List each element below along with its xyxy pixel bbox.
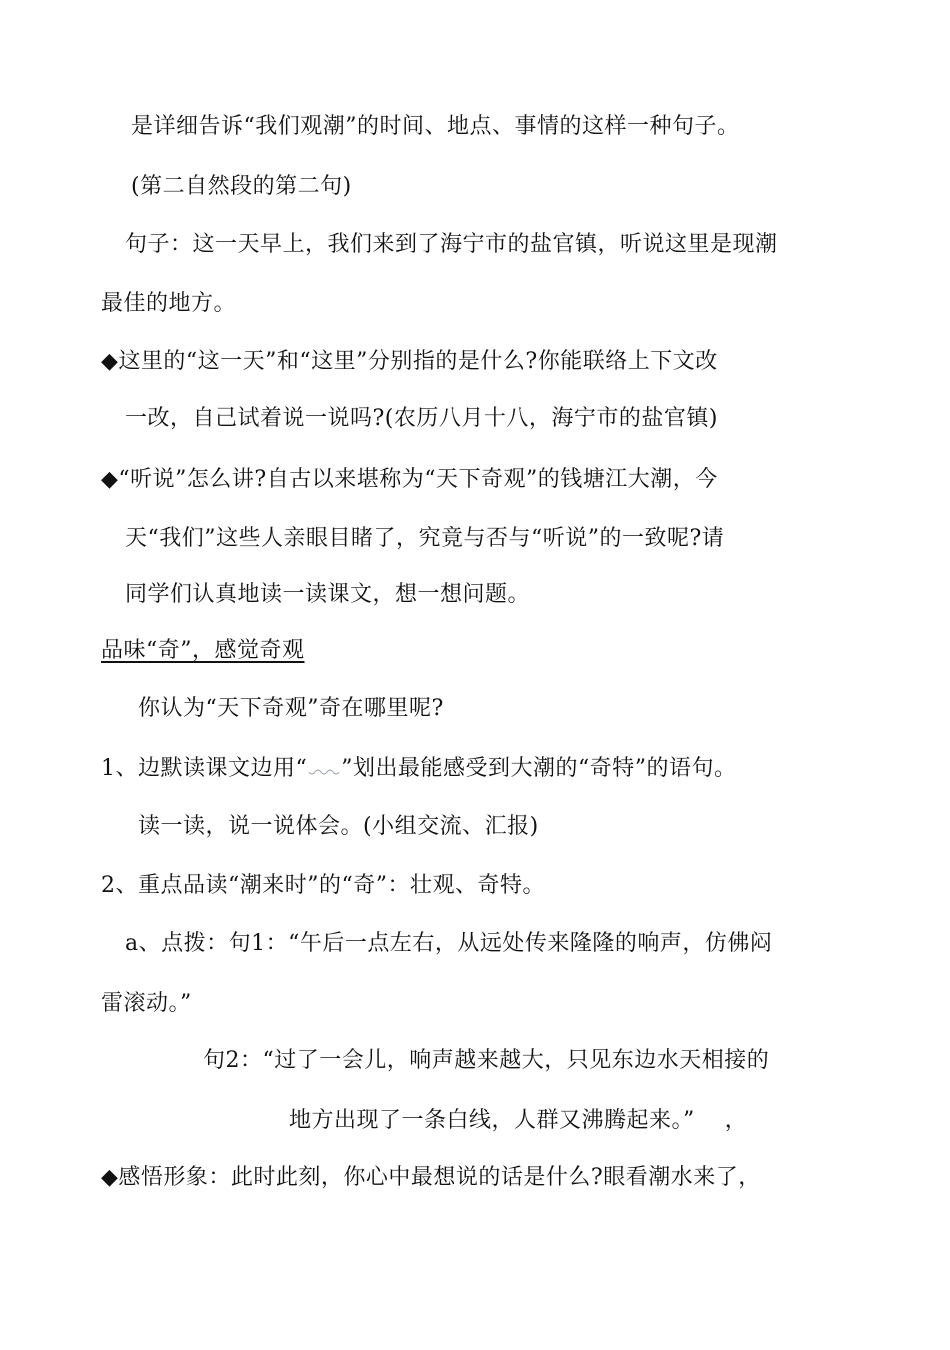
text-line-14: a、点拨：句1：“午后一点左右，从远处传来隆隆的响声，仿佛闷 <box>125 931 773 956</box>
text-line-15: 雷滚动。” <box>101 991 192 1016</box>
section-heading: 品味“奇”，感觉奇观 <box>101 638 305 663</box>
text-line-7: ◆“听说”怎么讲?自古以来堪称为“天下奇观”的钱塘江大潮，今 <box>101 467 718 492</box>
text-line-17: 地方出现了一条白线，人群又沸腾起来。” ， <box>289 1108 748 1133</box>
text-line-6: 一改，自己试着说一说吗?(农历八月十八，海宁市的盐官镇) <box>125 406 718 431</box>
text-line-12: 读一读，说一说体会。(小组交流、汇报) <box>138 814 539 839</box>
text-line-1: 是详细告诉“我们观潮”的时间、地点、事情的这样一种句子。 <box>131 114 740 139</box>
text-line-11 <box>101 754 737 784</box>
text-line-9: 同学们认真地读一读课文，想一想问题。 <box>125 582 531 607</box>
text-line-18: ◆感悟形象：此时此刻，你心中最想说的话是什么?眼看潮水来了， <box>101 1165 761 1190</box>
text-line-16: 句2：“过了一会儿，响声越来越大，只见东边水天相接的 <box>203 1048 770 1073</box>
text-line-13: 2、重点品读“潮来时”的“奇”：壮观、奇特。 <box>101 873 545 898</box>
text-line-8: 天“我们”这些人亲眼目睹了，究竟与否与“听说”的一致呢?请 <box>125 526 725 551</box>
line-11-after: ”划出最能感受到大潮的“奇特”的语句。 <box>341 756 737 781</box>
wavy-underline-mark <box>307 764 341 778</box>
text-line-4: 最佳的地方。 <box>101 291 237 316</box>
line-11-before: 1、边默读课文边用“ <box>101 756 308 781</box>
text-line-5: ◆这里的“这一天”和“这里”分别指的是什么?你能联络上下文改 <box>101 349 718 374</box>
text-line-2: (第二自然段的第二句) <box>131 174 352 199</box>
text-line-10: 你认为“天下奇观”奇在哪里呢? <box>138 696 444 721</box>
text-line-3: 句子：这一天早上，我们来到了海宁市的盐官镇，听说这里是现潮 <box>125 232 778 257</box>
